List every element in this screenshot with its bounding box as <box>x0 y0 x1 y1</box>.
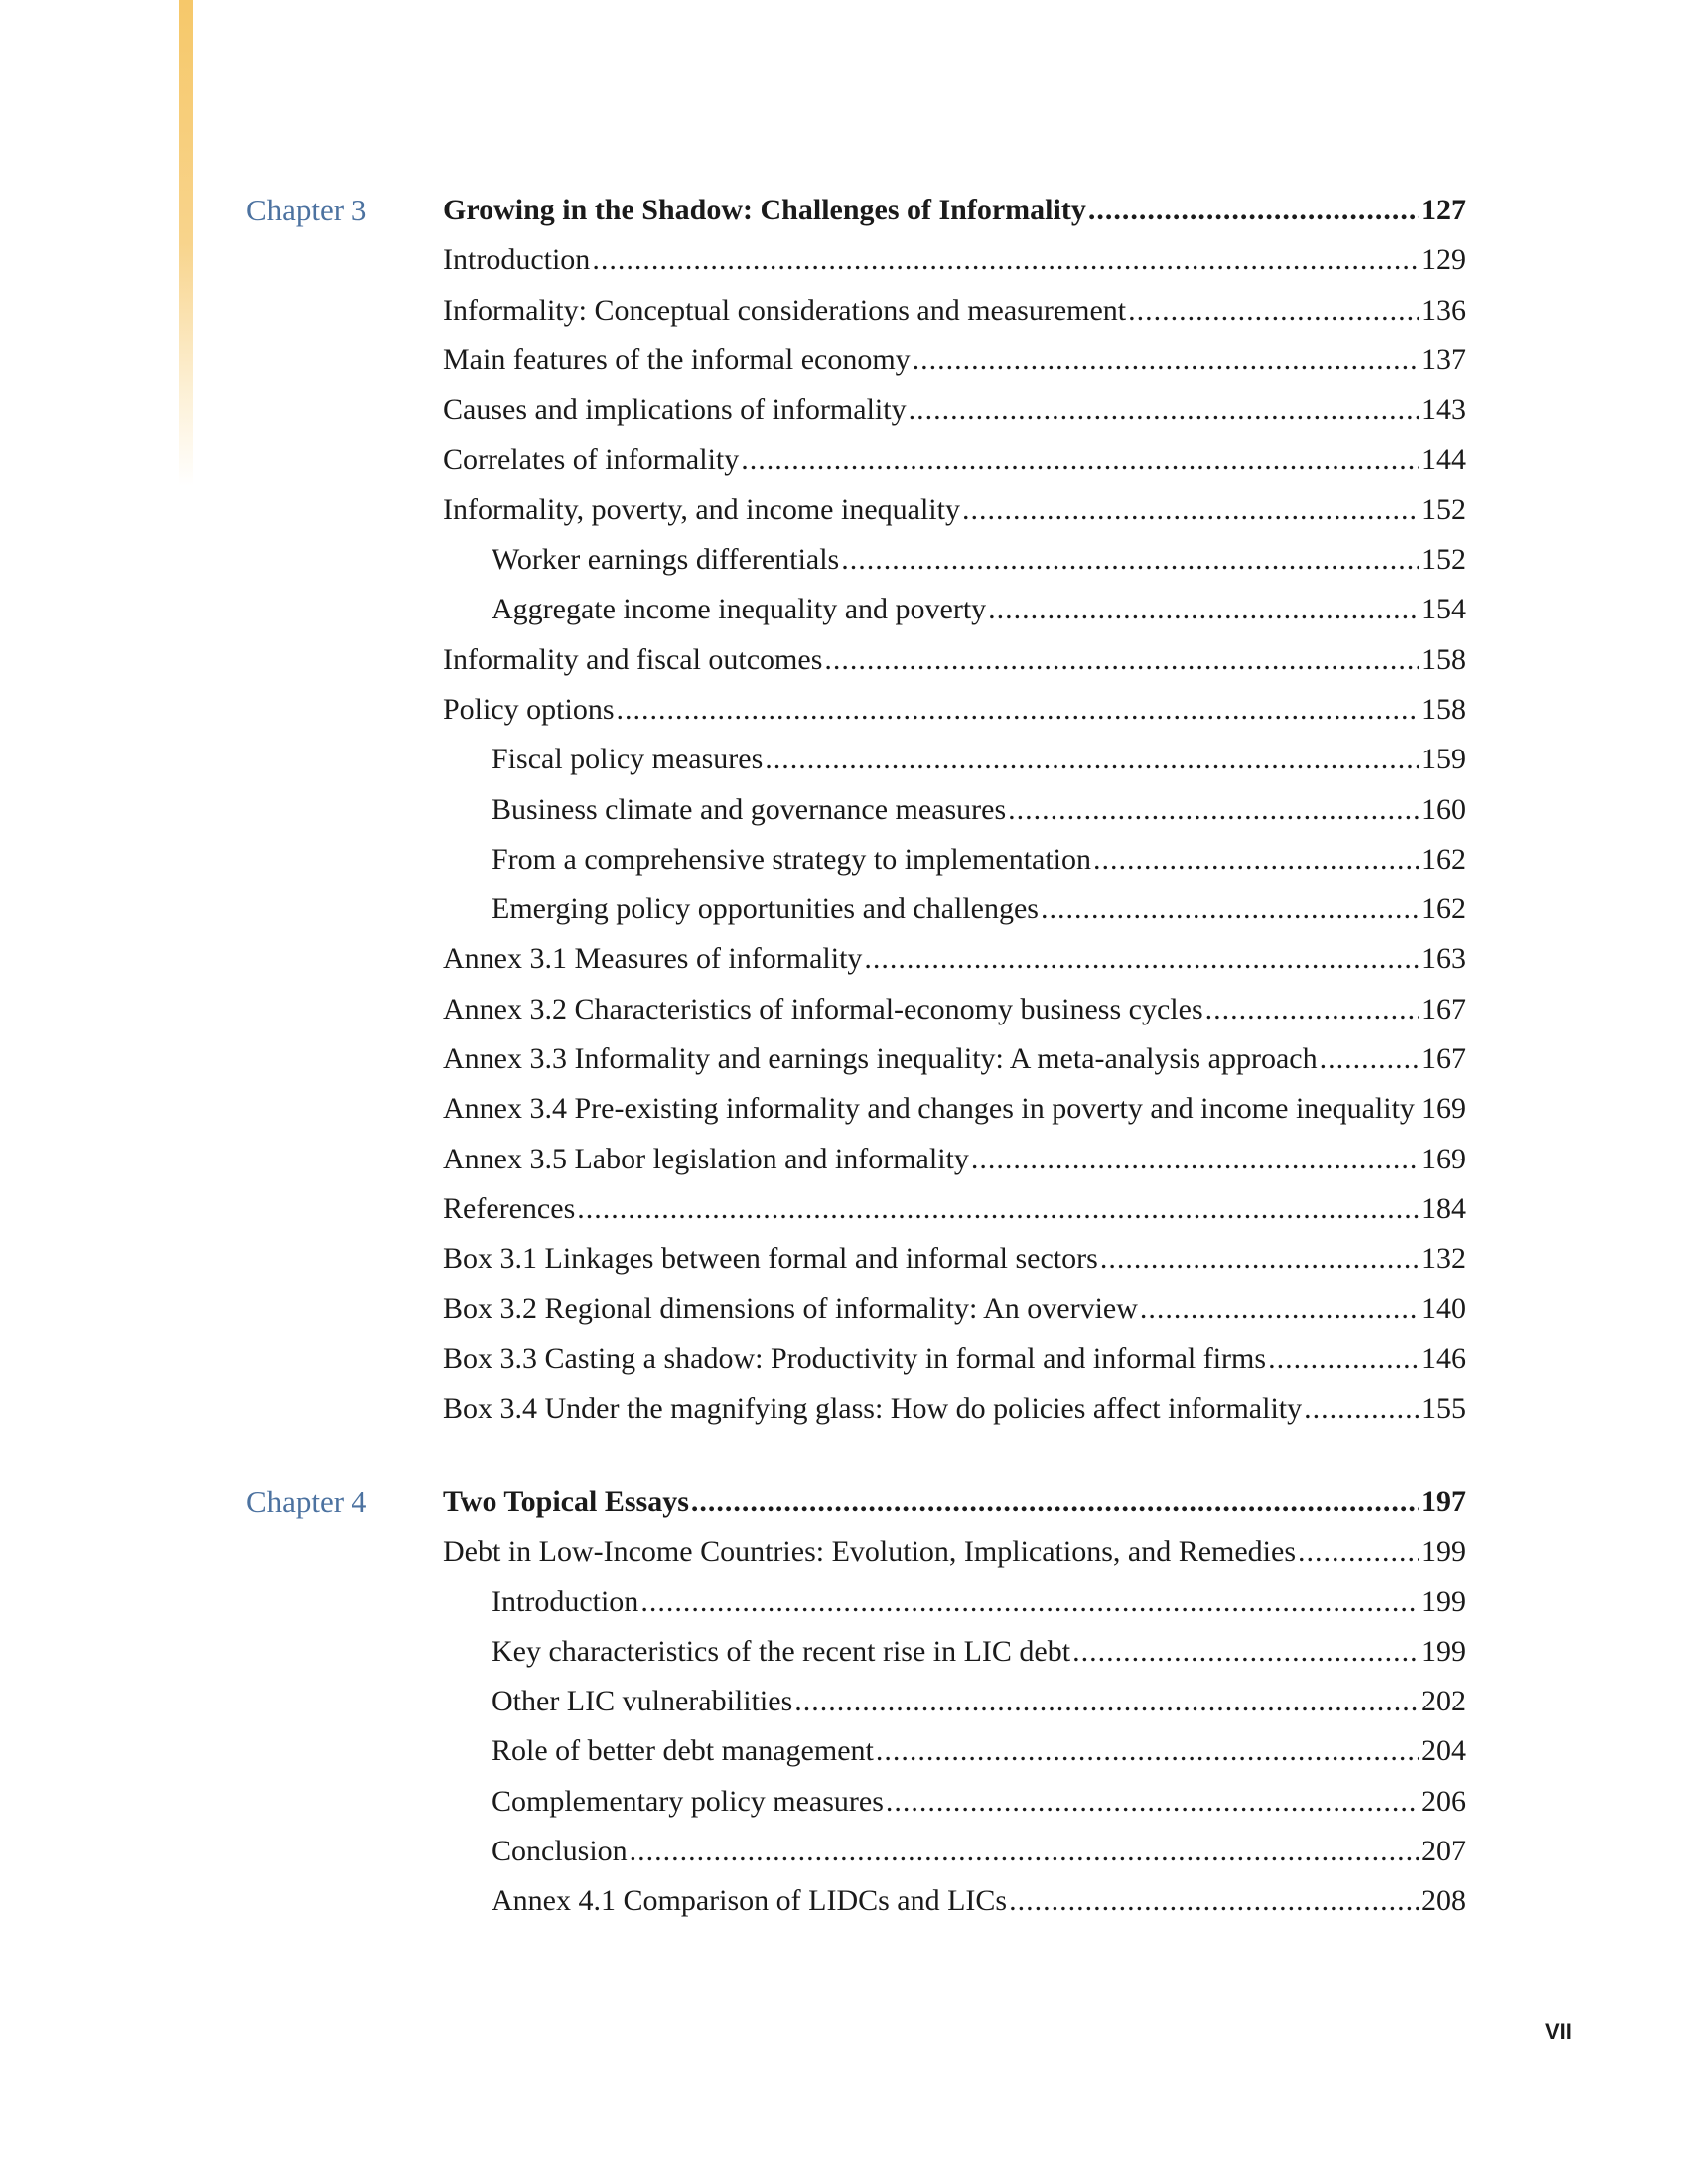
toc-entry-chapter-3-title[interactable]: Growing in the Shadow: Challenges of Informality ..... 127 <box>443 186 1466 235</box>
toc-entry[interactable]: Main features of the informal economy ..... 137 <box>443 336 1466 385</box>
toc-subentry[interactable]: Other LIC vulnerabilities ..... 202 <box>443 1677 1466 1726</box>
toc-entry[interactable]: Policy options ..... 158 <box>443 685 1466 735</box>
toc-subentry[interactable]: Introduction ..... 199 <box>443 1577 1466 1627</box>
chapter-4-entries <box>443 1477 1466 1927</box>
toc-entry-chapter-4-title[interactable]: Two Topical Essays ..... 197 <box>443 1477 1466 1527</box>
margin-color-bar <box>179 0 193 486</box>
toc-entry-annex[interactable]: Annex 3.5 Labor legislation and informality ..... 169 <box>443 1135 1466 1184</box>
toc-entry-box[interactable]: Box 3.1 Linkages between formal and informal sectors ..... 132 <box>443 1234 1466 1284</box>
toc-subentry[interactable]: Fiscal policy measures ..... 159 <box>443 735 1466 784</box>
toc-subentry[interactable]: Role of better debt management ..... 204 <box>443 1726 1466 1776</box>
toc-subentry[interactable]: Conclusion ..... 207 <box>443 1827 1466 1876</box>
toc-subentry[interactable]: Worker earnings differentials ..... 152 <box>443 535 1466 585</box>
toc-entry[interactable]: Introduction ..... 129 <box>443 235 1466 285</box>
toc-entry-references[interactable]: References ..... 184 <box>443 1184 1466 1234</box>
chapter-4-label: Chapter 4 <box>246 1484 367 1519</box>
toc-entry-annex[interactable]: Annex 3.4 Pre-existing informality and changes in poverty and income inequality ..... 169 <box>443 1084 1466 1134</box>
toc-entry[interactable]: Causes and implications of informality ..... 143 <box>443 385 1466 435</box>
toc-entry[interactable]: Informality: Conceptual considerations and measurement ..... 136 <box>443 286 1466 336</box>
toc-subentry[interactable]: Aggregate income inequality and poverty ..... 154 <box>443 585 1466 634</box>
toc-entry-annex[interactable]: Annex 3.2 Characteristics of informal-economy business cycles ..... 167 <box>443 985 1466 1034</box>
toc-entry-box[interactable]: Box 3.3 Casting a shadow: Productivity in formal and informal firms ..... 146 <box>443 1334 1466 1384</box>
toc-subentry[interactable]: Complementary policy measures ..... 206 <box>443 1777 1466 1827</box>
toc-entry-annex[interactable]: Annex 3.3 Informality and earnings inequality: A meta-analysis approach ..... 167 <box>443 1034 1466 1084</box>
toc-entry[interactable]: Informality and fiscal outcomes ..... 158 <box>443 635 1466 685</box>
toc-entry-box[interactable]: Box 3.4 Under the magnifying glass: How do policies affect informality ..... 155 <box>443 1384 1466 1433</box>
chapter-3-entries <box>443 186 1466 1433</box>
chapter-3-label: Chapter 3 <box>246 193 367 227</box>
toc-subentry[interactable]: Annex 4.1 Comparison of LIDCs and LICs ..... 208 <box>443 1876 1466 1926</box>
page-number: VII <box>1545 2019 1572 2044</box>
toc-subentry[interactable]: Key characteristics of the recent rise in LIC debt ..... 199 <box>443 1627 1466 1677</box>
toc-entry[interactable]: Debt in Low-Income Countries: Evolution, Implications, and Remedies ..... 199 <box>443 1527 1466 1576</box>
toc-subentry[interactable]: From a comprehensive strategy to implementation ..... 162 <box>443 835 1466 885</box>
toc-entry-box[interactable]: Box 3.2 Regional dimensions of informality: An overview ..... 140 <box>443 1285 1466 1334</box>
toc-entry[interactable]: Correlates of informality ..... 144 <box>443 435 1466 484</box>
toc-subentry[interactable]: Business climate and governance measures ..... 160 <box>443 785 1466 835</box>
toc-subentry[interactable]: Emerging policy opportunities and challenges ..... 162 <box>443 885 1466 934</box>
toc-entry-annex[interactable]: Annex 3.1 Measures of informality ..... 163 <box>443 934 1466 984</box>
toc-entry[interactable]: Informality, poverty, and income inequality ..... 152 <box>443 485 1466 535</box>
